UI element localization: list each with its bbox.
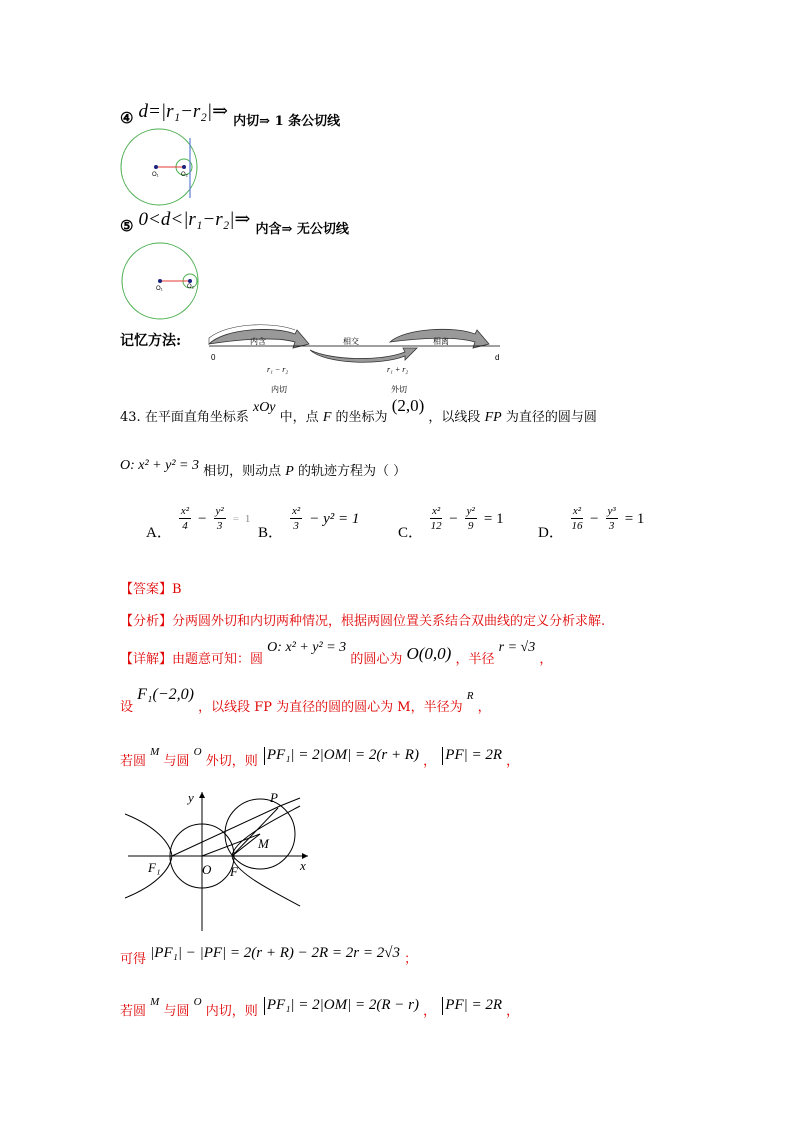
option-d-label: D． <box>538 524 564 541</box>
question-F: F <box>322 410 332 425</box>
question-FP: FP <box>484 410 502 425</box>
memory-number-line <box>205 320 515 398</box>
contained-circles-diagram <box>118 242 208 322</box>
question-text-d: ，以线段 <box>428 410 481 425</box>
internal-tangent-line: 若圆 M 与圆 O 内切，则 PF₁| = 2|OM| = 2(R − r) ， PF| = 2R ， <box>120 996 520 1019</box>
internal-eq2: PF| = 2R <box>445 997 503 1013</box>
question-xoy: xOy <box>252 400 276 415</box>
option-d[interactable]: D． $\frac{\text{x²}}{16}$ − $\frac{\text{y³}}{3}$ = 1 <box>538 505 645 541</box>
question-text-c: 的坐标为 <box>335 410 388 425</box>
question-line1 <box>120 396 597 426</box>
option-a[interactable]: A． $\frac{\text{x²}}{4}$ − $\frac{\text{y²}}{3}$ = 1 <box>146 505 251 541</box>
detail-center: O(0,0) <box>406 644 452 663</box>
option-a-label: A． <box>146 524 172 541</box>
question-text-e: 为直径的圆与圆 <box>505 410 597 425</box>
answer-line: 【答案】B <box>120 582 182 597</box>
axis-zero-label: 0 <box>211 353 216 362</box>
result-line: 可得 |PF₁| − |PF| = 2(r + R) − 2R = 2r = 2√3 ； <box>120 945 418 967</box>
detail-line: 【详解】由题意可知：圆 O: x² + y² = 3 的圆心为 O(0,0) ，半径 r = √3 ， <box>120 640 553 667</box>
o1-label: O₁ <box>156 286 163 292</box>
external-eq1: PF₁| = 2|OM| = 2(r + R) <box>266 747 419 763</box>
question-text-g: 的轨迹方程为（ ） <box>298 464 407 479</box>
detail-radius: r = √3 <box>498 640 536 655</box>
o2-label: O₂ <box>181 172 188 178</box>
section5-formula: 0<d<|r₁−r₂|⇒ <box>138 209 251 230</box>
fig-x-label: x <box>300 858 306 873</box>
section4-text: 内切⇒ 1 条公切线 <box>233 114 341 129</box>
fig-F1-label: F₁ <box>148 860 161 875</box>
question-number: 43. <box>120 410 141 425</box>
analysis-line: 【分析】分两圆外切和内切两种情况，根据两圆位置关系结合双曲线的定义分析求解. <box>120 614 606 629</box>
result-eq: |PF₁| − |PF| = 2(r + R) − 2R = 2r = 2√3 <box>150 945 400 961</box>
neihan-label: 内含 <box>250 337 266 346</box>
big-r: R <box>466 690 474 702</box>
axis-d-label: d <box>495 353 500 362</box>
fig-F-label: F <box>230 864 238 879</box>
hyperbola-figure <box>120 786 320 936</box>
question-text-f: 相切，则动点 <box>203 464 282 479</box>
fig-O-label: O <box>202 862 212 877</box>
setup-line: 设 F₁(−2,0) ，以线段 FP 为直径的圆的圆心为 M，半径为 R ， <box>120 686 491 715</box>
option-c[interactable]: C． $\frac{\text{x²}}{12}$ − $\frac{\text{y²}}{9}$ = 1 <box>398 505 504 541</box>
question-text-b: 中，点 <box>279 410 319 425</box>
option-c-label: C． <box>398 524 424 541</box>
fig-P-label: P <box>270 790 278 805</box>
question-coord: (2,0) <box>391 396 425 415</box>
f1-coord: F₁(−2,0) <box>137 686 194 703</box>
memory-label: 记忆方法: <box>120 333 182 349</box>
detail-eq: O: x² + y² = 3 <box>267 640 347 655</box>
question-circle-eq: O: x² + y² = 3 <box>120 458 199 473</box>
section4-heading <box>120 100 341 129</box>
internal-tangent-diagram <box>118 128 208 208</box>
external-eq2: PF| = 2R <box>445 747 503 763</box>
section5-text: 内含⇒ 无公切线 <box>255 222 349 237</box>
section5-heading <box>120 208 349 237</box>
option-b[interactable]: B． $\frac{\text{x²}}{3}$ − y² = 1 <box>258 505 360 541</box>
question-line2 <box>120 454 406 480</box>
fig-y-label: y <box>188 790 194 805</box>
fig-M-label: M <box>258 836 269 851</box>
r-plus-label: r₁ + r₂ <box>387 365 409 374</box>
xiangli-label: 相离 <box>433 337 449 346</box>
section4-number: ④ <box>120 109 134 127</box>
internal-eq1: PF₁| = 2|OM| = 2(R − r) <box>266 997 419 1013</box>
waiqie-label: 外切 <box>391 385 407 394</box>
xiangjiao-label: 相交 <box>343 337 359 346</box>
question-text-a: 在平面直角坐标系 <box>144 410 249 425</box>
r-minus-label: r₁ − r₂ <box>267 365 289 374</box>
external-tangent-line: 若圆 M 与圆 O 外切，则 PF₁| = 2|OM| = 2(r + R) ， PF| = 2R ， <box>120 746 520 769</box>
detail-tag: 【详解】 <box>120 652 173 667</box>
section5-number: ⑤ <box>120 217 134 235</box>
question-P: P <box>285 464 294 479</box>
o2-label: O₂ <box>187 284 194 290</box>
neiqie-label: 内切 <box>271 385 287 394</box>
o1-label: O₁ <box>152 172 159 178</box>
section4-formula: d=|r₁−r₂|⇒ <box>138 101 229 122</box>
option-b-label: B． <box>258 524 284 541</box>
